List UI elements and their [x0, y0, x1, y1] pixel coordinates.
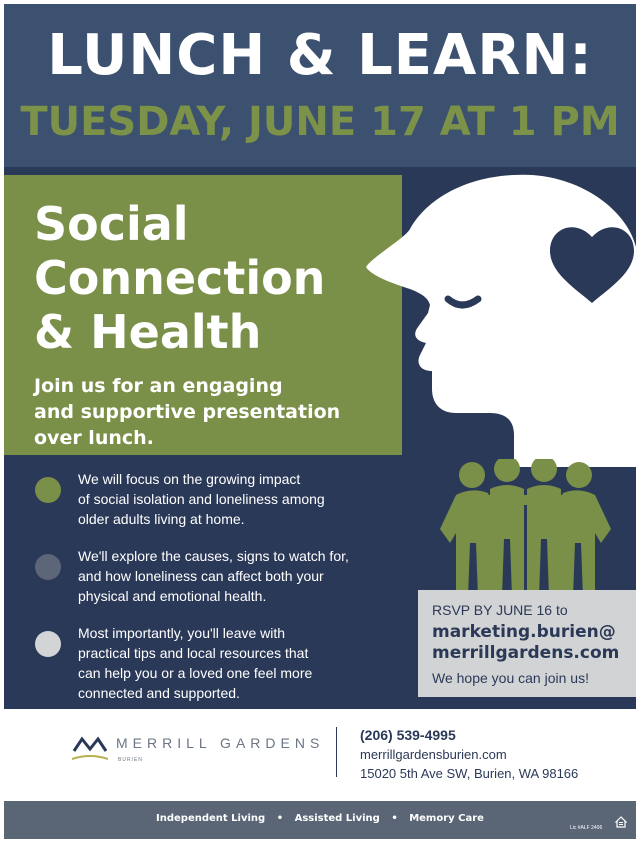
- list-item: [32, 623, 392, 703]
- rsvp-email-link[interactable]: [432, 622, 636, 664]
- service-separator: •: [276, 813, 284, 824]
- topic-line: & Health: [34, 305, 262, 359]
- main-section: [4, 167, 636, 709]
- topic-heading: [34, 197, 325, 359]
- invite-line: Join us for an engaging: [34, 375, 283, 397]
- bullet-line: of social isolation and loneliness among: [78, 491, 325, 507]
- bullet-line: can help you or a loved one feel more: [78, 665, 313, 681]
- bullet-line: We'll explore the causes, signs to watch for,: [78, 548, 349, 564]
- bullet-line: and how loneliness can affect both your: [78, 568, 324, 584]
- bullet-dot-icon: [35, 631, 61, 657]
- head-silhouette: [366, 175, 636, 467]
- event-title: LUNCH & LEARN:: [47, 23, 593, 88]
- contact-divider: [336, 727, 337, 777]
- topic-panel: [4, 175, 402, 455]
- invite-text: [34, 373, 340, 451]
- services-list: [4, 813, 636, 824]
- brand-city: BURIEN: [118, 757, 143, 763]
- bullet-line: older adults living at home.: [78, 511, 245, 527]
- service-item: Independent Living: [156, 813, 266, 824]
- invite-line: over lunch.: [34, 427, 154, 449]
- bullet-line: connected and supported.: [78, 685, 240, 701]
- email-line: marketing.burien@: [432, 622, 616, 642]
- brand-name: MERRILL GARDENS: [116, 735, 325, 751]
- list-item: [32, 546, 392, 606]
- website-link[interactable]: merrillgardensburien.com: [360, 747, 507, 762]
- service-separator: •: [391, 813, 398, 824]
- contact-band: [4, 709, 636, 801]
- rsvp-deadline: RSVP BY JUNE 16 to: [432, 602, 568, 618]
- people-group-icon: [422, 459, 632, 599]
- bullet-line: We will focus on the growing impact: [78, 471, 301, 487]
- head-heart-icon: [364, 167, 636, 467]
- phone-number[interactable]: (206) 539-4995: [360, 727, 456, 743]
- service-item: Assisted Living: [294, 813, 380, 824]
- bullet-text: [78, 469, 392, 529]
- header-banner: [4, 4, 636, 167]
- bullet-line: Most importantly, you'll leave with: [78, 625, 286, 641]
- topic-line: Connection: [34, 251, 326, 305]
- bullet-line: practical tips and local resources that: [78, 645, 309, 661]
- street-address: 15020 5th Ave SW, Burien, WA 98166: [360, 766, 579, 781]
- list-item: [32, 469, 392, 529]
- merrill-gardens-logo-icon: [72, 733, 108, 763]
- bullet-text: [78, 546, 392, 606]
- license-number: Lic #ALF 2406: [570, 825, 603, 831]
- footer-bar: [4, 801, 636, 839]
- rsvp-closing: We hope you can join us!: [432, 670, 589, 686]
- bullet-text: [78, 623, 392, 703]
- event-date: TUESDAY, JUNE 17 AT 1 PM: [20, 99, 620, 145]
- bullet-line: physical and emotional health.: [78, 588, 267, 604]
- service-item: Memory Care: [409, 813, 484, 824]
- rsvp-box: [418, 590, 636, 697]
- bullet-dot-icon: [35, 554, 61, 580]
- email-line: merrillgardens.com: [432, 643, 620, 663]
- bullet-dot-icon: [35, 477, 61, 503]
- invite-line: and supportive presentation: [34, 401, 341, 423]
- equal-housing-icon: [615, 816, 627, 828]
- bullet-list: [32, 469, 392, 709]
- topic-line: Social: [34, 197, 189, 251]
